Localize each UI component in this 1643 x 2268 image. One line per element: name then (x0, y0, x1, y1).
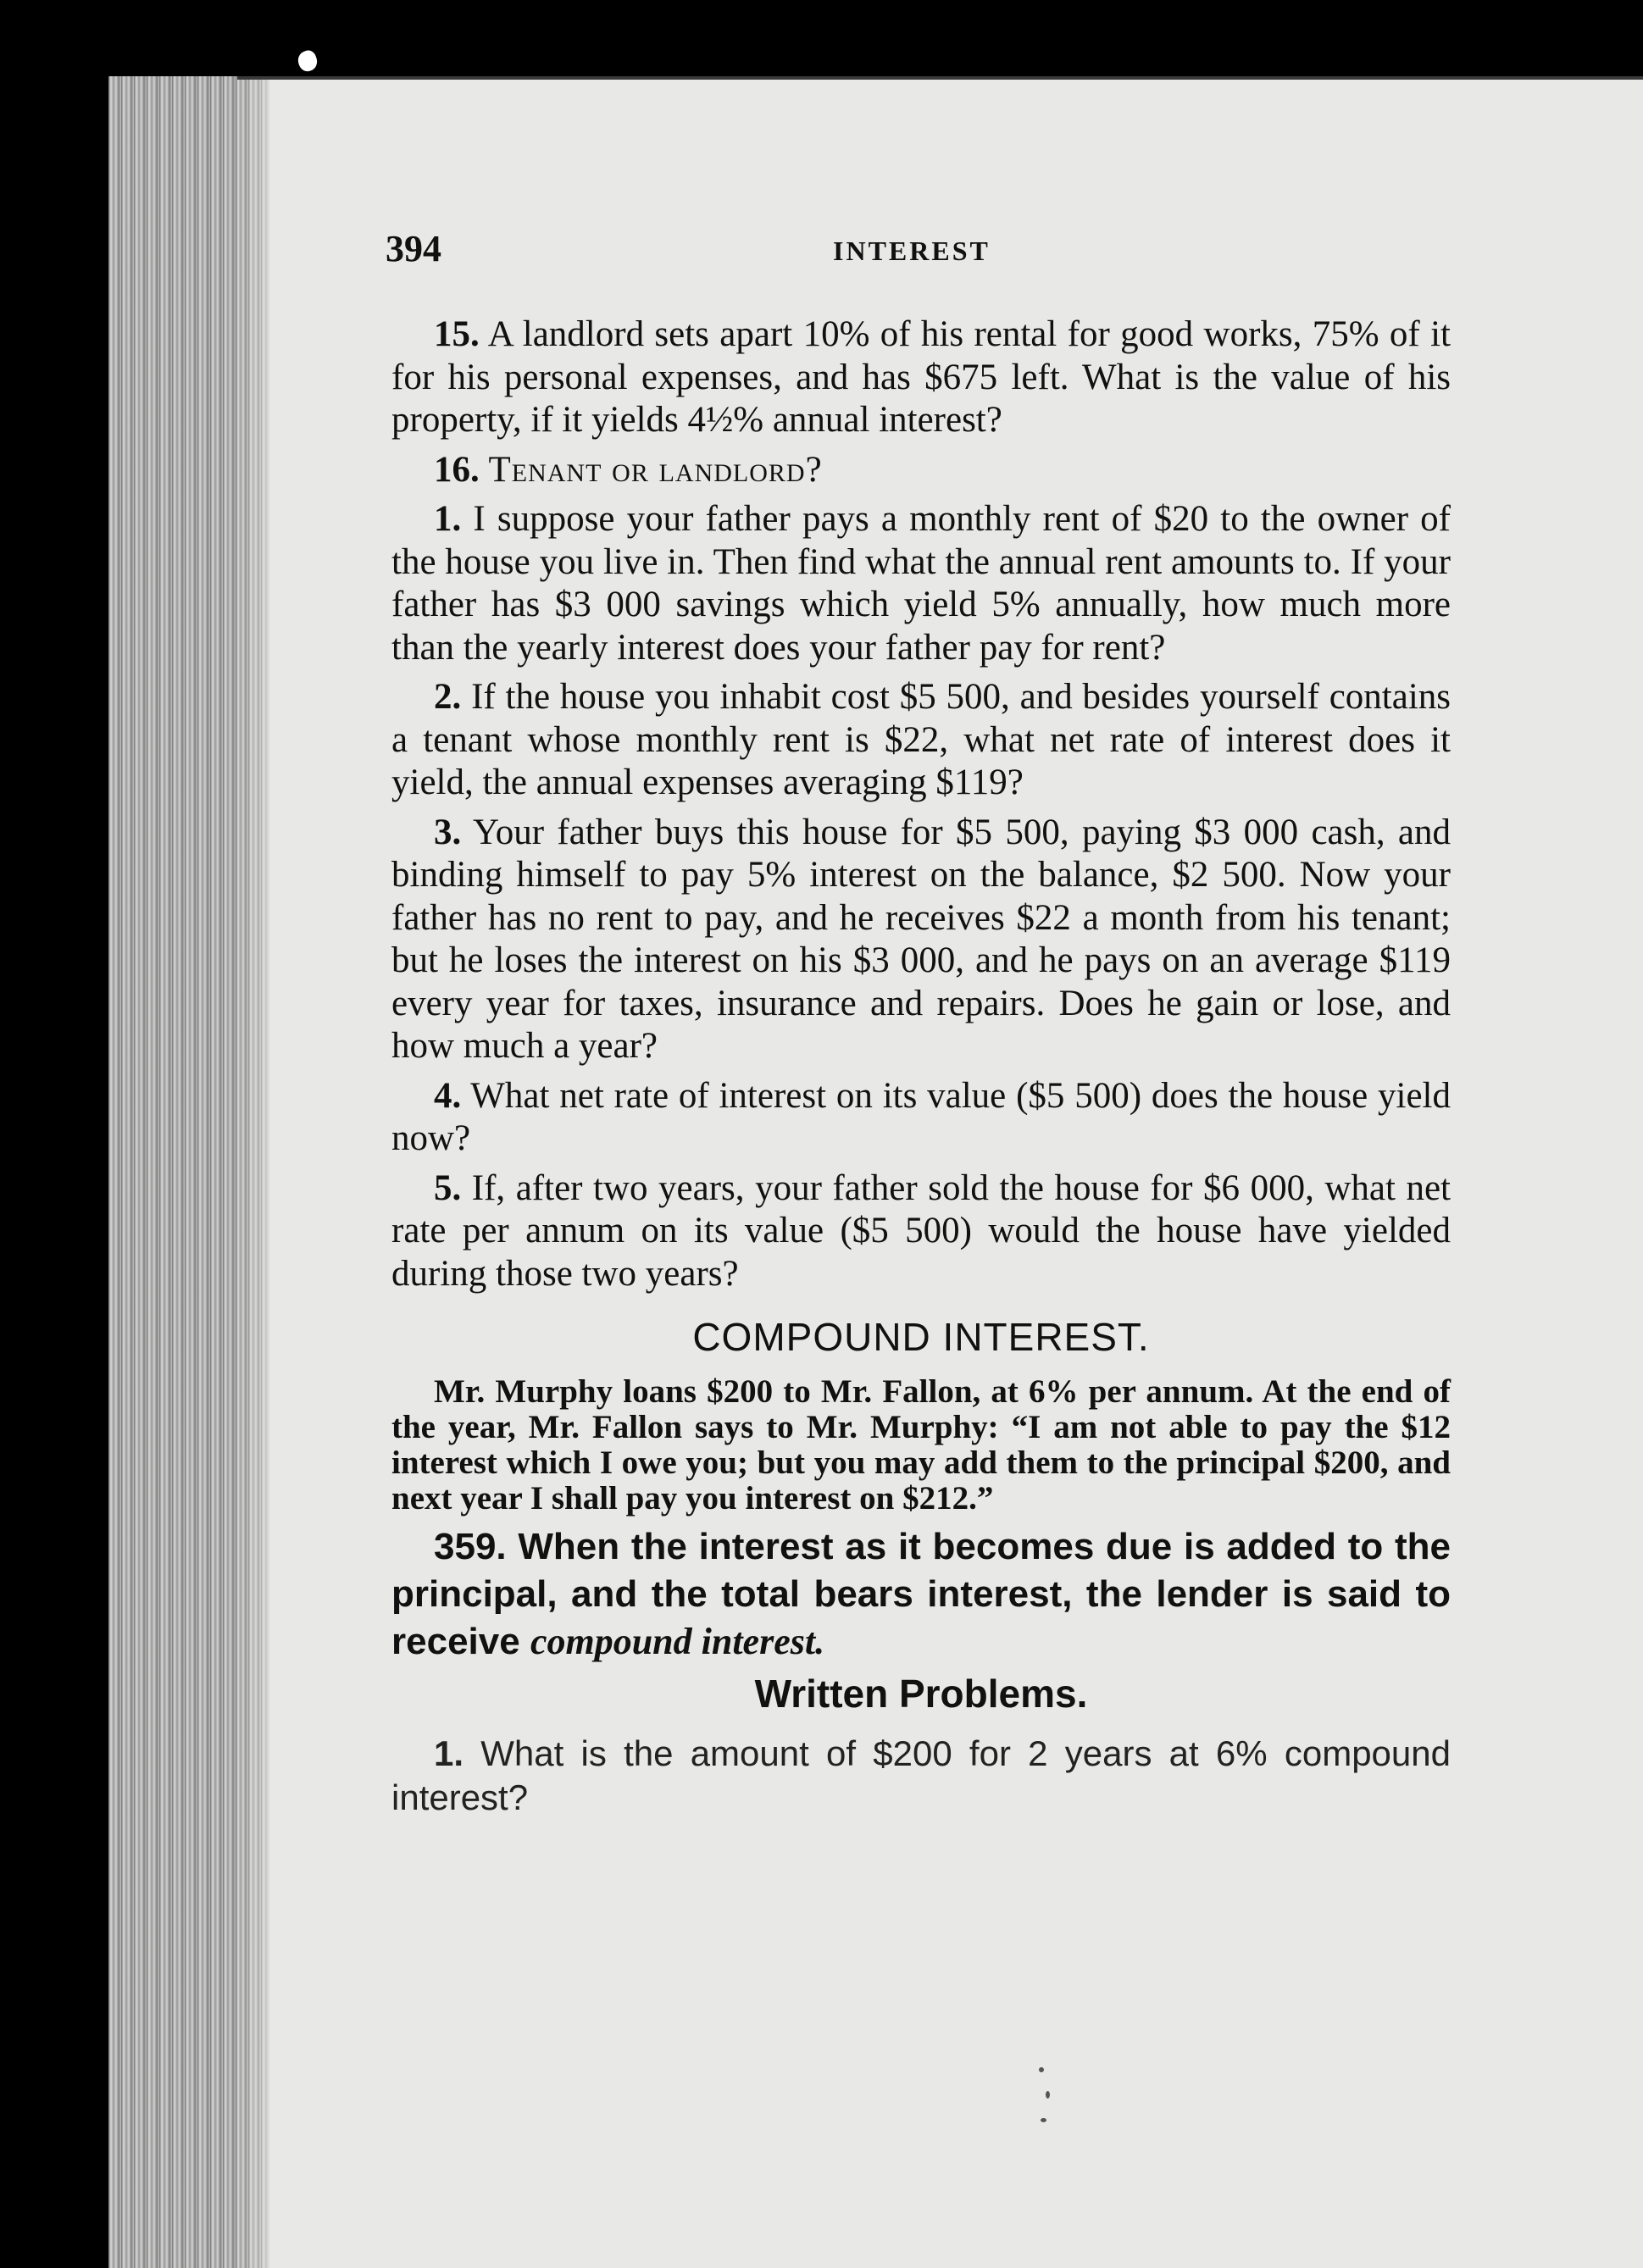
sub-problem-text: Your father buys this house for $5 500, paying $3 000 cash, and binding himself to pay 5% interest on the balance, $2 500. Now your father has no rent to pay, and he receives $22 a month from his tenant; but he loses the interest on his $3 000, and he pays on an average $119 every year for taxes, insurance and repairs. Does he gain or lose, and how much a year? (391, 812, 1452, 1066)
sub-problem-number: 1. (434, 499, 462, 539)
sub-problem (391, 1167, 1451, 1296)
sub-problem (391, 498, 1451, 669)
sub-problem-number: 2. (434, 677, 462, 717)
written-problems-heading: Written Problems. (754, 1671, 1088, 1716)
running-title: INTEREST (833, 236, 991, 266)
page-top-edge (237, 76, 1643, 80)
scan-speck (1046, 2091, 1050, 2099)
running-head (386, 227, 1453, 269)
problem-number: 15. (434, 314, 480, 354)
scan-blemish (296, 48, 320, 74)
problem-number: 16. (434, 449, 480, 490)
example-paragraph: Mr. Murphy loans $200 to Mr. Fallon, at 6% per annum. At the end of the year, Mr. Fallon says to Mr. Murphy: “I am not able to pay the $12 interest which I owe you; but you may add them to the principal $200, and next year I shall pay you interest on $212.” (391, 1372, 1451, 1517)
sub-problem-text: If, after two years, your father sold the house for $6 000, what net rate per annum on its value ($5 500) would the house have yielded during those two years? (391, 1167, 1452, 1294)
page-number: 394 (386, 228, 441, 269)
sub-problem (391, 676, 1451, 805)
definition-paragraph (391, 1523, 1451, 1666)
written-problem-number: 1. (434, 1733, 464, 1773)
sub-problem-number: 3. (434, 812, 462, 852)
definition-number: 359. (434, 1525, 507, 1567)
sub-problem-text: If the house you inhabit cost $5 500, and besides yourself contains a tenant whose monthly rent is $22, what net rate of interest does it yield, the annual expenses averaging $119? (391, 677, 1451, 802)
sub-problem-text: What net rate of interest on its value ($5 500) does the house yield now? (391, 1075, 1451, 1158)
section-heading: COMPOUND INTEREST. (692, 1315, 1150, 1359)
sub-problem (391, 812, 1451, 1068)
scan-speck (1041, 2118, 1046, 2122)
scan-speck (1039, 2067, 1044, 2072)
written-problem-text: What is the amount of $200 for 2 years at 6% compound interest? (391, 1733, 1451, 1817)
page-edge-shadow (237, 76, 288, 2268)
problem-15 (391, 313, 1451, 442)
problem-text: A landlord sets apart 10% of his rental for good works, 75% of it for his personal expenses, and has $675 left. What is the value of his property, if it yields 4½% annual interest? (391, 314, 1451, 440)
problem-title: Tenant or landlord? (488, 449, 823, 490)
definition-term: compound interest. (530, 1620, 825, 1662)
sub-problem-text: I suppose your father pays a monthly rent of $20 to the owner of the house you live in. Then find what the annual rent amounts to. If your father has $3 000 savings which yield 5% annually, how much more than the yearly interest does your father pay for rent? (391, 499, 1452, 668)
sub-problem-number: 5. (434, 1167, 462, 1208)
definition-text: When the interest as it becomes due is added to the principal, and the total bears interest, the lender is said to receive (391, 1525, 1451, 1662)
written-problem (391, 1732, 1451, 1820)
problem-16 (391, 449, 1451, 492)
sub-problem-number: 4. (434, 1075, 462, 1116)
page-body (391, 313, 1451, 1827)
sub-problem (391, 1075, 1451, 1161)
